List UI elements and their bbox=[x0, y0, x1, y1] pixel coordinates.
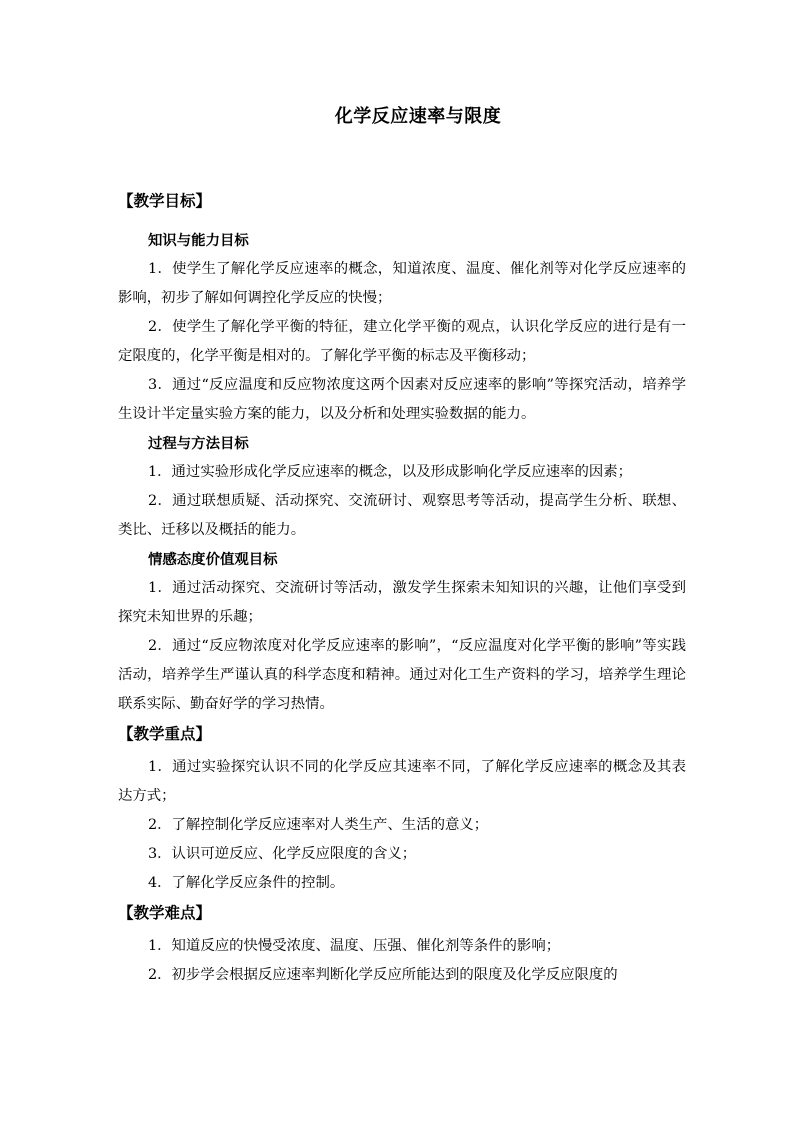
section-heading-difficulties: 【教学难点】 bbox=[118, 903, 212, 922]
emotion-item-2: 2．通过“反应物浓度对化学反应速率的影响”，“反应温度对化学平衡的影响”等实践活动，培养学生严谨认真的科学态度和精神。通过对化工生产资料的学习，培养学生理论联系实际、勤奋好学的学习热情。 bbox=[118, 638, 686, 712]
knowledge-item-3: 3．通过“反应温度和反应物浓度这两个因素对反应速率的影响”等探究活动，培养学生设计半定量实验方案的能力，以及分析和处理实验数据的能力。 bbox=[118, 377, 686, 422]
knowledge-item-2: 2．使学生了解化学平衡的特征，建立化学平衡的观点，认识化学反应的进行是有一定限度的，化学平衡是相对的。了解化学平衡的标志及平衡移动； bbox=[118, 319, 686, 364]
section-heading-objectives: 【教学目标】 bbox=[118, 191, 212, 210]
section-heading-key-points: 【教学重点】 bbox=[118, 724, 212, 743]
subheading-emotion: 情感态度价值观目标 bbox=[148, 551, 278, 568]
key-point-item-4: 4．了解化学反应条件的控制。 bbox=[148, 875, 345, 891]
key-point-item-3: 3．认识可逆反应、化学反应限度的含义； bbox=[148, 846, 417, 862]
subheading-knowledge: 知识与能力目标 bbox=[148, 232, 249, 249]
document-title: 化学反应速率与限度 bbox=[334, 106, 502, 127]
difficulty-item-1: 1．知道反应的快慢受浓度、温度、压强、催化剂等条件的影响； bbox=[148, 938, 561, 954]
document-body bbox=[118, 186, 686, 990]
key-point-item-1: 1．通过实验探究认识不同的化学反应其速率不同，了解化学反应速率的概念及其表达方式； bbox=[118, 759, 686, 804]
key-point-item-2: 2．了解控制化学反应速率对人类生产、生活的意义； bbox=[148, 817, 489, 833]
process-item-2: 2．通过联想质疑、活动探究、交流研讨、观察思考等活动，提高学生分析、联想、类比、迁移以及概括的能力。 bbox=[118, 493, 686, 538]
knowledge-item-1: 1．使学生了解化学反应速率的概念，知道浓度、温度、催化剂等对化学反应速率的影响，初步了解如何调控化学反应的快慢； bbox=[118, 261, 686, 306]
difficulty-item-2: 2．初步学会根据反应速率判断化学反应所能达到的限度及化学反应限度的 bbox=[148, 967, 618, 983]
emotion-item-1: 1．通过活动探究、交流研讨等活动，激发学生探索未知知识的兴趣，让他们享受到探究未知世界的乐趣； bbox=[118, 580, 686, 625]
process-item-1: 1．通过实验形成化学反应速率的概念，以及形成影响化学反应速率的因素； bbox=[148, 464, 633, 480]
subheading-process: 过程与方法目标 bbox=[148, 435, 249, 452]
